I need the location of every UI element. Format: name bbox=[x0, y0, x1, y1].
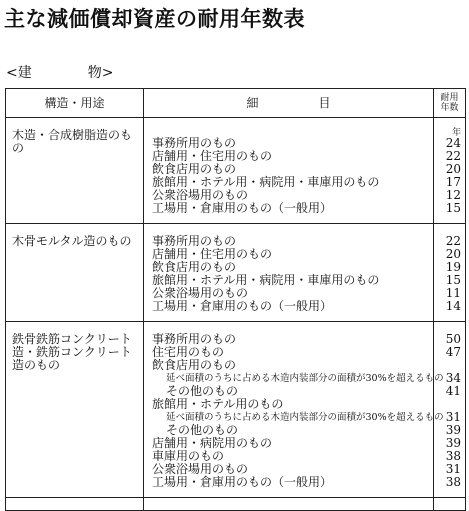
section-heading: <建 物> bbox=[6, 65, 114, 81]
detail-item: 住宅用のもの bbox=[152, 345, 225, 359]
detail-item: 旅館用・ホテル用・病院用・車庫用のもの bbox=[152, 175, 380, 189]
category-cell: 木造・合成樹脂造のもの bbox=[6, 118, 144, 224]
detail-item: 工場用・倉庫用のもの（一般用） bbox=[152, 299, 333, 313]
years-value: 39 bbox=[445, 436, 461, 450]
years-cell bbox=[434, 322, 466, 498]
empty-cell bbox=[434, 498, 466, 511]
years-value: 47 bbox=[445, 345, 461, 359]
years-value: 14 bbox=[445, 299, 461, 313]
header-structure: 構造・用途 bbox=[6, 89, 144, 118]
header-detail: 細 目 bbox=[144, 89, 434, 118]
detail-item: 公衆浴場用のもの bbox=[152, 462, 249, 476]
detail-cell bbox=[144, 118, 434, 224]
detail-subitem: その他のもの bbox=[166, 423, 239, 437]
detail-item: 工場用・倉庫用のもの（一般用） bbox=[152, 201, 333, 215]
unit-label: 年 bbox=[451, 128, 461, 138]
years-value: 15 bbox=[445, 201, 461, 215]
years-cell bbox=[434, 224, 466, 322]
detail-item: 公衆浴場用のもの bbox=[152, 286, 249, 300]
detail-item: 公衆浴場用のもの bbox=[152, 188, 249, 202]
detail-item: 飲食店用のもの bbox=[152, 358, 237, 372]
years-value: 19 bbox=[445, 260, 461, 274]
detail-item: 店舗用・住宅用のもの bbox=[152, 247, 273, 261]
detail-subitem: その他のもの bbox=[166, 384, 239, 398]
years-value: 17 bbox=[445, 175, 461, 189]
years-value: 12 bbox=[445, 188, 461, 202]
header-years-text: 耐用 年数 bbox=[440, 93, 459, 113]
detail-item: 店舗用・住宅用のもの bbox=[152, 149, 273, 163]
detail-item: 旅館用・ホテル用・病院用・車庫用のもの bbox=[152, 273, 380, 287]
table-row bbox=[6, 322, 466, 498]
detail-subitem: 延べ面積のうちに占める木造内装部分の面積が30%を超えるもの bbox=[166, 412, 444, 423]
detail-subitem: 延べ面積のうちに占める木造内装部分の面積が30%を超えるもの bbox=[166, 373, 444, 384]
detail-item: 事務所用のもの bbox=[152, 332, 237, 346]
detail-cell bbox=[144, 224, 434, 322]
years-value: 31 bbox=[445, 410, 461, 424]
detail-item: 工場用・倉庫用のもの（一般用） bbox=[152, 475, 333, 489]
years-value: 22 bbox=[445, 149, 461, 163]
table-row-cut-off bbox=[6, 498, 466, 511]
years-value: 24 bbox=[445, 136, 461, 150]
years-value: 20 bbox=[445, 162, 461, 176]
useful-life-table bbox=[5, 88, 466, 511]
years-value: 41 bbox=[445, 384, 461, 398]
category-cell: 鉄骨鉄筋コンクリート造・鉄筋コンクリート造のもの bbox=[6, 322, 144, 498]
years-value: 38 bbox=[445, 449, 461, 463]
detail-item: 車庫用のもの bbox=[152, 449, 225, 463]
detail-item: 事務所用のもの bbox=[152, 234, 237, 248]
empty-cell bbox=[144, 498, 434, 511]
table-header-row bbox=[6, 89, 466, 118]
detail-item: 飲食店用のもの bbox=[152, 260, 237, 274]
years-value: 31 bbox=[445, 462, 461, 476]
page-title: 主な減価償却資産の耐用年数表 bbox=[4, 7, 305, 31]
empty-cell bbox=[6, 498, 144, 511]
detail-item: 店舗用・病院用のもの bbox=[152, 436, 273, 450]
years-value: 39 bbox=[445, 423, 461, 437]
header-years bbox=[434, 89, 466, 118]
years-value: 22 bbox=[445, 234, 461, 248]
years-value: 20 bbox=[445, 247, 461, 261]
years-value: 50 bbox=[445, 332, 461, 346]
table-row bbox=[6, 118, 466, 224]
detail-item: 事務所用のもの bbox=[152, 136, 237, 150]
detail-cell bbox=[144, 322, 444, 498]
years-value: 34 bbox=[445, 371, 461, 385]
table-row bbox=[6, 224, 466, 322]
years-value: 11 bbox=[445, 286, 461, 300]
category-cell: 木骨モルタル造のもの bbox=[6, 224, 144, 322]
detail-item: 飲食店用のもの bbox=[152, 162, 237, 176]
years-value: 38 bbox=[445, 475, 461, 489]
years-cell bbox=[434, 118, 466, 224]
detail-item: 旅館用・ホテル用のもの bbox=[152, 397, 284, 411]
years-value: 15 bbox=[445, 273, 461, 287]
